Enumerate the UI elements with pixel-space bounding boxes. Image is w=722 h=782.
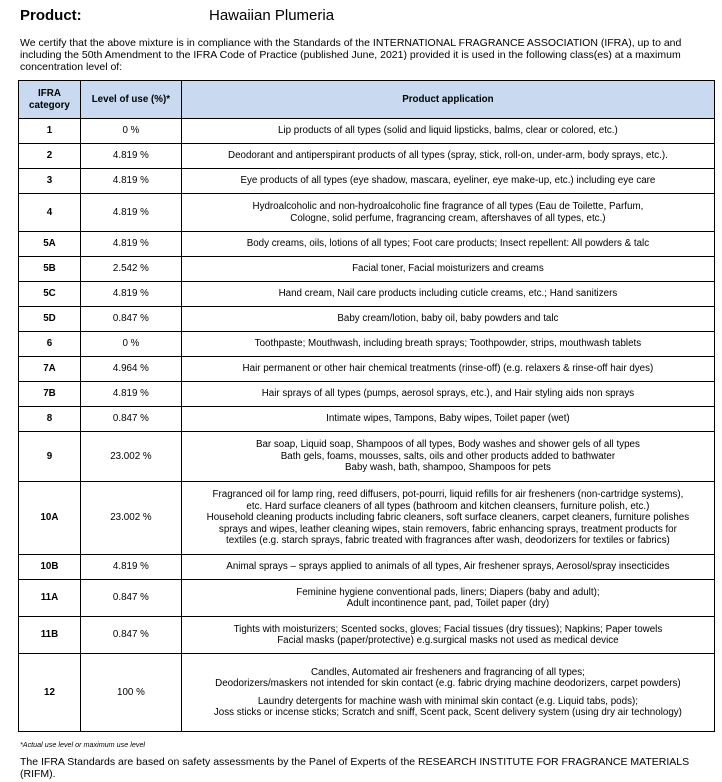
level-cell: 23.002 %: [80, 432, 181, 482]
level-cell: 23.002 %: [80, 482, 181, 555]
table-row: [19, 432, 715, 482]
level-cell: 0 %: [80, 119, 181, 144]
application-line: Intimate wipes, Tampons, Baby wipes, Toilet paper (wet): [326, 413, 570, 425]
application-cell: [181, 432, 714, 482]
level-cell: 2.542 %: [80, 257, 181, 282]
application-line: Adult incontinence pant, pad, Toilet paper (dry): [346, 598, 550, 609]
level-cell: 4.819 %: [80, 555, 181, 580]
application-line: Toothpaste; Mouthwash, including breath sprays; Toothpowder, strips, mouthwash tablets: [254, 338, 642, 350]
application-line: Candles, Automated air fresheners and fragrancing of all types;: [310, 666, 585, 678]
application-line: Baby cream/lotion, baby oil, baby powders and talc: [337, 313, 559, 325]
application-cell: [181, 654, 714, 732]
level-cell: 100 %: [80, 654, 181, 732]
header-category: IFRA category: [19, 81, 81, 119]
ifra-table: [18, 80, 715, 732]
application-cell: [181, 257, 714, 282]
level-cell: 4.819 %: [80, 232, 181, 257]
header-row: [19, 81, 715, 119]
table-row: [19, 482, 715, 555]
level-cell: 0.847 %: [80, 307, 181, 332]
application-cell: [181, 357, 714, 382]
level-cell: 0 %: [80, 332, 181, 357]
table-row: [19, 232, 715, 257]
application-line: Laundry detergents for machine wash with minimal skin contact (e.g. Liquid tabs, pods);: [257, 695, 638, 707]
category-cell: 3: [19, 169, 81, 194]
ifra-table-body: [19, 119, 715, 732]
table-row: [19, 382, 715, 407]
footnote: *Actual use level or maximum use level: [20, 740, 146, 749]
application-cell: [181, 382, 714, 407]
application-line: sprays and wipes, leather cleaning wipes, stain removers, fabric enhancing sprays, treatment products for: [218, 523, 677, 535]
product-line: [20, 7, 334, 25]
application-cell: [181, 617, 714, 654]
application-line: Joss sticks or incense sticks; Scratch and sniff, Scent pack, Scent delivery system (using dry air technology): [213, 706, 682, 718]
application-cell: [181, 232, 714, 257]
level-cell: 0.847 %: [80, 580, 181, 617]
application-cell: [181, 144, 714, 169]
application-line: Lip products of all types (solid and liquid lipsticks, balms, clear or colored, etc.): [278, 125, 618, 137]
header-level: Level of use (%)*: [80, 81, 181, 119]
level-cell: 4.819 %: [80, 194, 181, 232]
category-cell: 7A: [19, 357, 81, 382]
level-cell: 4.964 %: [80, 357, 181, 382]
application-line: textiles (e.g. starch sprays, fabric treated with fragrances after wash, deodorizers for textiles or fabrics): [226, 535, 670, 547]
table-row: [19, 144, 715, 169]
application-cell: [181, 169, 714, 194]
application-cell: [181, 307, 714, 332]
category-cell: 5A: [19, 232, 81, 257]
application-line: etc. Hard surface cleaners of all types (bathroom and kitchen cleansers, furniture polish, etc.): [246, 500, 650, 512]
table-row: [19, 119, 715, 144]
application-line: Hand cream, Nail care products including cuticle creams, etc.; Hand sanitizers: [278, 288, 618, 300]
product-name: Hawaiian Plumeria: [209, 7, 335, 24]
category-cell: 4: [19, 194, 81, 232]
application-line: Deodorant and antiperspirant products of all types (spray, stick, roll-on, under-arm, body sprays, etc.).: [228, 150, 668, 162]
table-row: [19, 332, 715, 357]
level-cell: 4.819 %: [80, 282, 181, 307]
application-line: Hair permanent or other hair chemical treatments (rinse-off) (e.g. relaxers & rinse-off hair dyes): [242, 363, 654, 375]
application-line: Facial toner, Facial moisturizers and creams: [352, 263, 544, 275]
application-cell: [181, 555, 714, 580]
application-line: Bar soap, Liquid soap, Shampoos of all types, Body washes and shower gels of all types: [255, 439, 640, 451]
table-row: [19, 307, 715, 332]
table-row: [19, 555, 715, 580]
category-cell: 10B: [19, 555, 81, 580]
certification-text: We certify that the above mixture is in compliance with the Standards of the INTERNATIONAL FRAGRANCE ASSOCIATION (IFRA), up to and including the 50th Amendment to the IFRA Code of Practice (published June, 2021) provided it is used in the following class(es) at a maximum concentration level of:: [20, 37, 682, 73]
application-line: Tights with moisturizers; Scented socks, gloves; Facial tissues (dry tissues); Napkins; Paper towels: [233, 623, 663, 635]
table-row: [19, 194, 715, 232]
category-cell: 11B: [19, 617, 81, 654]
category-cell: 8: [19, 407, 81, 432]
application-line: Body creams, oils, lotions of all types; Foot care products; Insect repellent: All powders & talc: [246, 238, 650, 250]
application-cell: [181, 580, 714, 617]
level-cell: 4.819 %: [80, 382, 181, 407]
table-row: [19, 357, 715, 382]
application-line: Baby wash, bath, shampoo, Shampoos for pets: [344, 462, 551, 474]
category-cell: 12: [19, 654, 81, 732]
application-line: Facial masks (paper/protective) e.g.surgical masks not used as medical device: [277, 635, 619, 646]
application-cell: [181, 407, 714, 432]
level-cell: 4.819 %: [80, 169, 181, 194]
header-application: Product application: [181, 81, 714, 119]
table-row: [19, 407, 715, 432]
application-line: Hydroalcoholic and non-hydroalcoholic fine fragrance of all types (Eau de Toilette, Parfum,: [252, 201, 644, 213]
application-line: Animal sprays – sprays applied to animals of all types, Air freshener sprays, Aerosol/spray insecticides: [226, 561, 670, 573]
level-cell: 0.847 %: [80, 617, 181, 654]
category-cell: 7B: [19, 382, 81, 407]
category-cell: 9: [19, 432, 81, 482]
category-cell: 6: [19, 332, 81, 357]
category-cell: 5C: [19, 282, 81, 307]
category-cell: 2: [19, 144, 81, 169]
application-cell: [181, 332, 714, 357]
table-row: [19, 257, 715, 282]
category-cell: 5D: [19, 307, 81, 332]
level-cell: 4.819 %: [80, 144, 181, 169]
application-line: Hair sprays of all types (pumps, aerosol sprays, etc.), and Hair styling aids non sprays: [261, 388, 635, 400]
product-label: Product:: [20, 7, 82, 24]
table-row: [19, 580, 715, 617]
category-cell: 1: [19, 119, 81, 144]
application-cell: [181, 119, 714, 144]
category-cell: 10A: [19, 482, 81, 555]
standards-text: The IFRA Standards are based on safety assessments by the Panel of Experts of the RESEARCH INSTITUTE FOR FRAGRANCE MATERIALS (RIFM).: [20, 756, 690, 780]
application-line: Household cleaning products including fabric cleaners, soft surface cleaners, carpet cleaners, furniture polishes: [206, 512, 690, 524]
application-line: Fragranced oil for lamp ring, reed diffusers, pot-pourri, liquid refills for air fresheners (non-cartridge systems),: [212, 489, 684, 501]
category-cell: 5B: [19, 257, 81, 282]
application-line: Deodorizers/maskers not intended for skin contact (e.g. fabric drying machine deodorizers, carpet powders): [215, 678, 681, 690]
application-line: Feminine hygiene conventional pads, liners; Diapers (baby and adult);: [296, 586, 600, 598]
level-cell: 0.847 %: [80, 407, 181, 432]
application-cell: [181, 482, 714, 555]
application-cell: [181, 282, 714, 307]
category-cell: 11A: [19, 580, 81, 617]
table-row: [19, 282, 715, 307]
application-line: Bath gels, foams, mousses, salts, oils and other products added to bathwater: [280, 450, 616, 462]
table-row: [19, 617, 715, 654]
table-row: [19, 169, 715, 194]
application-line: Cologne, solid perfume, fragrancing cream, aftershaves of all types, etc.): [290, 212, 606, 224]
ifra-table-header: [19, 81, 715, 119]
table-row: [19, 654, 715, 732]
application-line: Eye products of all types (eye shadow, mascara, eyeliner, eye make-up, etc.) including eye care: [240, 175, 656, 187]
application-cell: [181, 194, 714, 232]
